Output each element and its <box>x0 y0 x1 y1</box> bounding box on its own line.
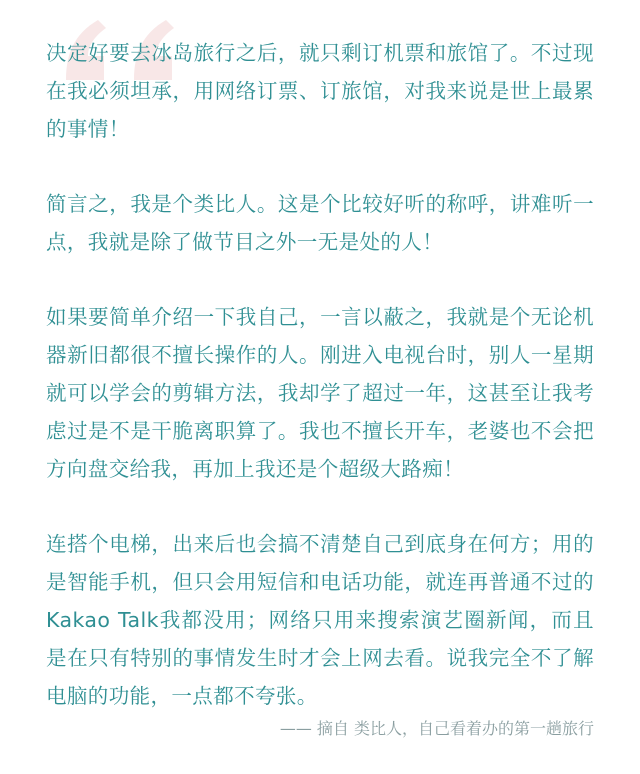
paragraph-2: 简言之，我是个类比人。这是个比较好听的称呼，讲难听一点，我就是除了做节目之外一无是处的人！ <box>46 192 594 254</box>
source-attribution: —— 摘自 类比人，自己看着办的第一趟旅行 <box>279 719 594 738</box>
paragraph-3: 如果要简单介绍一下我自己，一言以蔽之，我就是个无论机器新旧都很不擅长操作的人。刚进入电视台时，别人一星期就可以学会的剪辑方法，我却学了超过一年，这甚至让我考虑过是不是干脆离职算了。我也不擅长开车，老婆也不会把方向盘交给我，再加上我还是个超级大路痴！ <box>46 305 594 481</box>
excerpt-body <box>46 34 594 752</box>
paragraph-4: 连搭个电梯，出来后也会搞不清楚自己到底身在何方；用的是智能手机，但只会用短信和电话功能，就连再普通不过的Kakao Talk我都没用；网络只用来搜索演艺圈新闻，而且是在只有特别的事情发生时才会上网去看。说我完全不了解电脑的功能，一点都不夸张。 <box>46 532 594 708</box>
paragraph-1: 决定好要去冰岛旅行之后，就只剩订机票和旅馆了。不过现在我必须坦承，用网络订票、订旅馆，对我来说是世上最累的事情！ <box>46 41 594 141</box>
